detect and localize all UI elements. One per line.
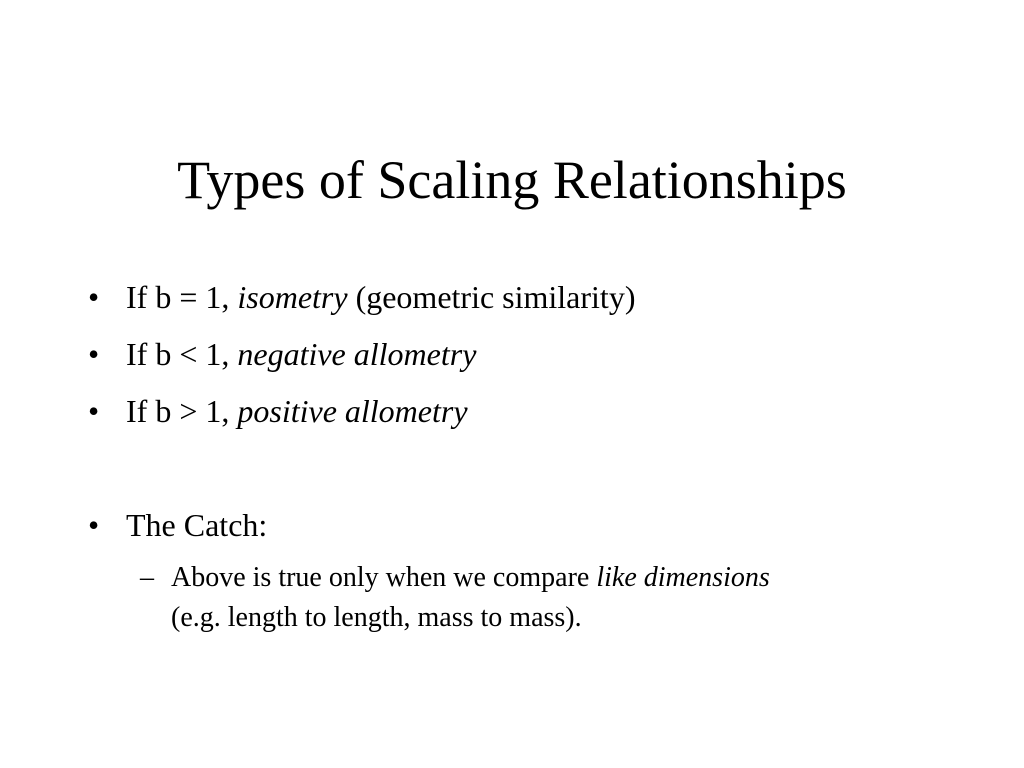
bullet-emphasis: positive allometry (237, 393, 468, 429)
sub-bullet-continuation: (e.g. length to length, mass to mass). (171, 602, 582, 633)
bullet-marker: • (88, 393, 100, 429)
bullet-isometry (88, 277, 635, 317)
bullet-emphasis: negative allometry (237, 336, 477, 372)
bullet-positive-allometry (88, 391, 468, 431)
bullet-the-catch (88, 505, 267, 545)
bullet-text: If b < 1, (126, 336, 238, 372)
bullet-text: The Catch: (126, 507, 268, 543)
bullet-marker: • (88, 279, 100, 315)
bullet-emphasis: isometry (237, 279, 348, 315)
bullet-negative-allometry (88, 334, 476, 374)
sub-bullet-like-dimensions (140, 558, 770, 638)
bullet-suffix: (geometric similarity) (347, 279, 636, 315)
sub-bullet-text: Above is true only when we compare (171, 562, 597, 593)
sub-bullet-emphasis: like dimensions (596, 562, 770, 593)
bullet-marker: • (88, 336, 100, 372)
bullet-text: If b > 1, (126, 393, 238, 429)
bullet-marker: • (88, 507, 100, 543)
slide-title: Types of Scaling Relationships (177, 150, 847, 210)
sub-bullet-marker: – (140, 562, 154, 593)
bullet-text: If b = 1, (126, 279, 238, 315)
